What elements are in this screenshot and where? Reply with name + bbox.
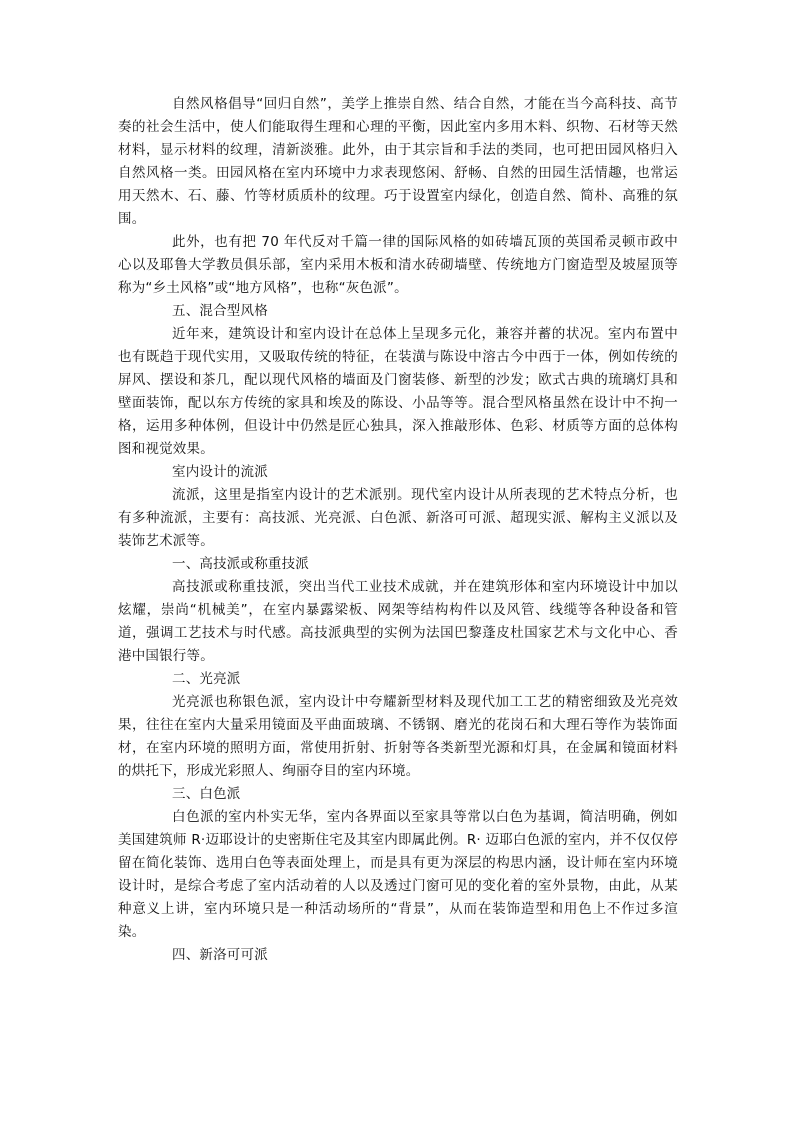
heading-shiny-school: 二、光亮派 bbox=[172, 671, 241, 687]
paragraph-shiny-school: 光亮派也称银色派，室内设计中夸耀新型材料及现代加工工艺的精密细致及光亮效果，往往在室内大量采用镜面及平曲面玻璃、不锈钢、磨光的花岗石和大理石等作为装饰面材，在室内环境的照明方面，常使用折射、折射等各类新型光源和灯具，在金属和镜面材料的烘托下，形成光彩照人、绚丽夺目的室内环境。 bbox=[118, 694, 678, 779]
document-body bbox=[118, 93, 678, 967]
heading-white-school: 三、白色派 bbox=[172, 786, 241, 802]
paragraph-vernacular-style: 此外，也有把 70 年代反对千篇一律的国际风格的如砖墙瓦顶的英国希灵顿市政中心以及耶鲁大学教员俱乐部，室内采用木板和清水砖砌墙壁、传统地方门窗造型及坡屋顶等称为“乡土风格”或“地方风格”，也称“灰色派”。 bbox=[118, 234, 678, 296]
heading-neo-rococo: 四、新洛可可派 bbox=[172, 947, 268, 963]
heading-high-tech: 一、高技派或称重技派 bbox=[172, 556, 309, 572]
paragraph-white-school: 白色派的室内朴实无华，室内各界面以至家具等常以白色为基调，简洁明确，例如美国建筑师 R·迈耶设计的史密斯住宅及其室内即属此例。R· 迈耶白色派的室内，并不仅仅停留在简化装饰、选用白色等表面处理上，而是具有更为深层的构思内涵，设计师在室内环境设计时，是综合考虑了室内活动着的人以及透过门窗可见的变化着的室外景物，由此，从某种意义上讲，室内环境只是一种活动场所的“背景”，从而在装饰造型和用色上不作过多渲染。 bbox=[118, 809, 678, 940]
paragraph-high-tech: 高技派或称重技派，突出当代工业技术成就，并在建筑形体和室内环境设计中加以炫耀，崇尚“机械美”，在室内暴露梁板、网架等结构构件以及风管、线缆等各种设备和管道，强调工艺技术与时代感。高技派典型的实例为法国巴黎蓬皮杜国家艺术与文化中心、香港中国银行等。 bbox=[118, 579, 678, 664]
paragraph-natural-style: 自然风格倡导“回归自然”，美学上推崇自然、结合自然，才能在当今高科技、高节奏的社会生活中，使人们能取得生理和心理的平衡，因此室内多用木料、织物、石材等天然材料，显示材料的纹理，清新淡雅。此外，由于其宗旨和手法的类同，也可把田园风格归入自然风格一类。田园风格在室内环境中力求表现悠闲、舒畅、自然的田园生活情趣，也常运用天然木、石、藤、竹等材质质朴的纹理。巧于设置室内绿化，创造自然、简朴、高雅的氛围。 bbox=[118, 96, 678, 227]
paragraph-mixed-style: 近年来，建筑设计和室内设计在总体上呈现多元化，兼容并蓄的状况。室内布置中也有既趋于现代实用，又吸取传统的特征，在装潢与陈设中溶古今中西于一体，例如传统的屏风、摆设和茶几，配以现代风格的墙面及门窗装修、新型的沙发；欧式古典的琉璃灯具和壁面装饰，配以东方传统的家具和埃及的陈设、小品等等。混合型风格虽然在设计中不拘一格，运用多种体例，但设计中仍然是匠心独具，深入推敲形体、色彩、材质等方面的总体构图和视觉效果。 bbox=[118, 326, 678, 457]
heading-mixed-style: 五、混合型风格 bbox=[172, 303, 268, 319]
heading-design-schools: 室内设计的流派 bbox=[172, 464, 268, 480]
paragraph-design-schools: 流派，这里是指室内设计的艺术派别。现代室内设计从所表现的艺术特点分析，也有多种流派，主要有：高技派、光亮派、白色派、新洛可可派、超现实派、解构主义派以及装饰艺术派等。 bbox=[118, 487, 678, 549]
